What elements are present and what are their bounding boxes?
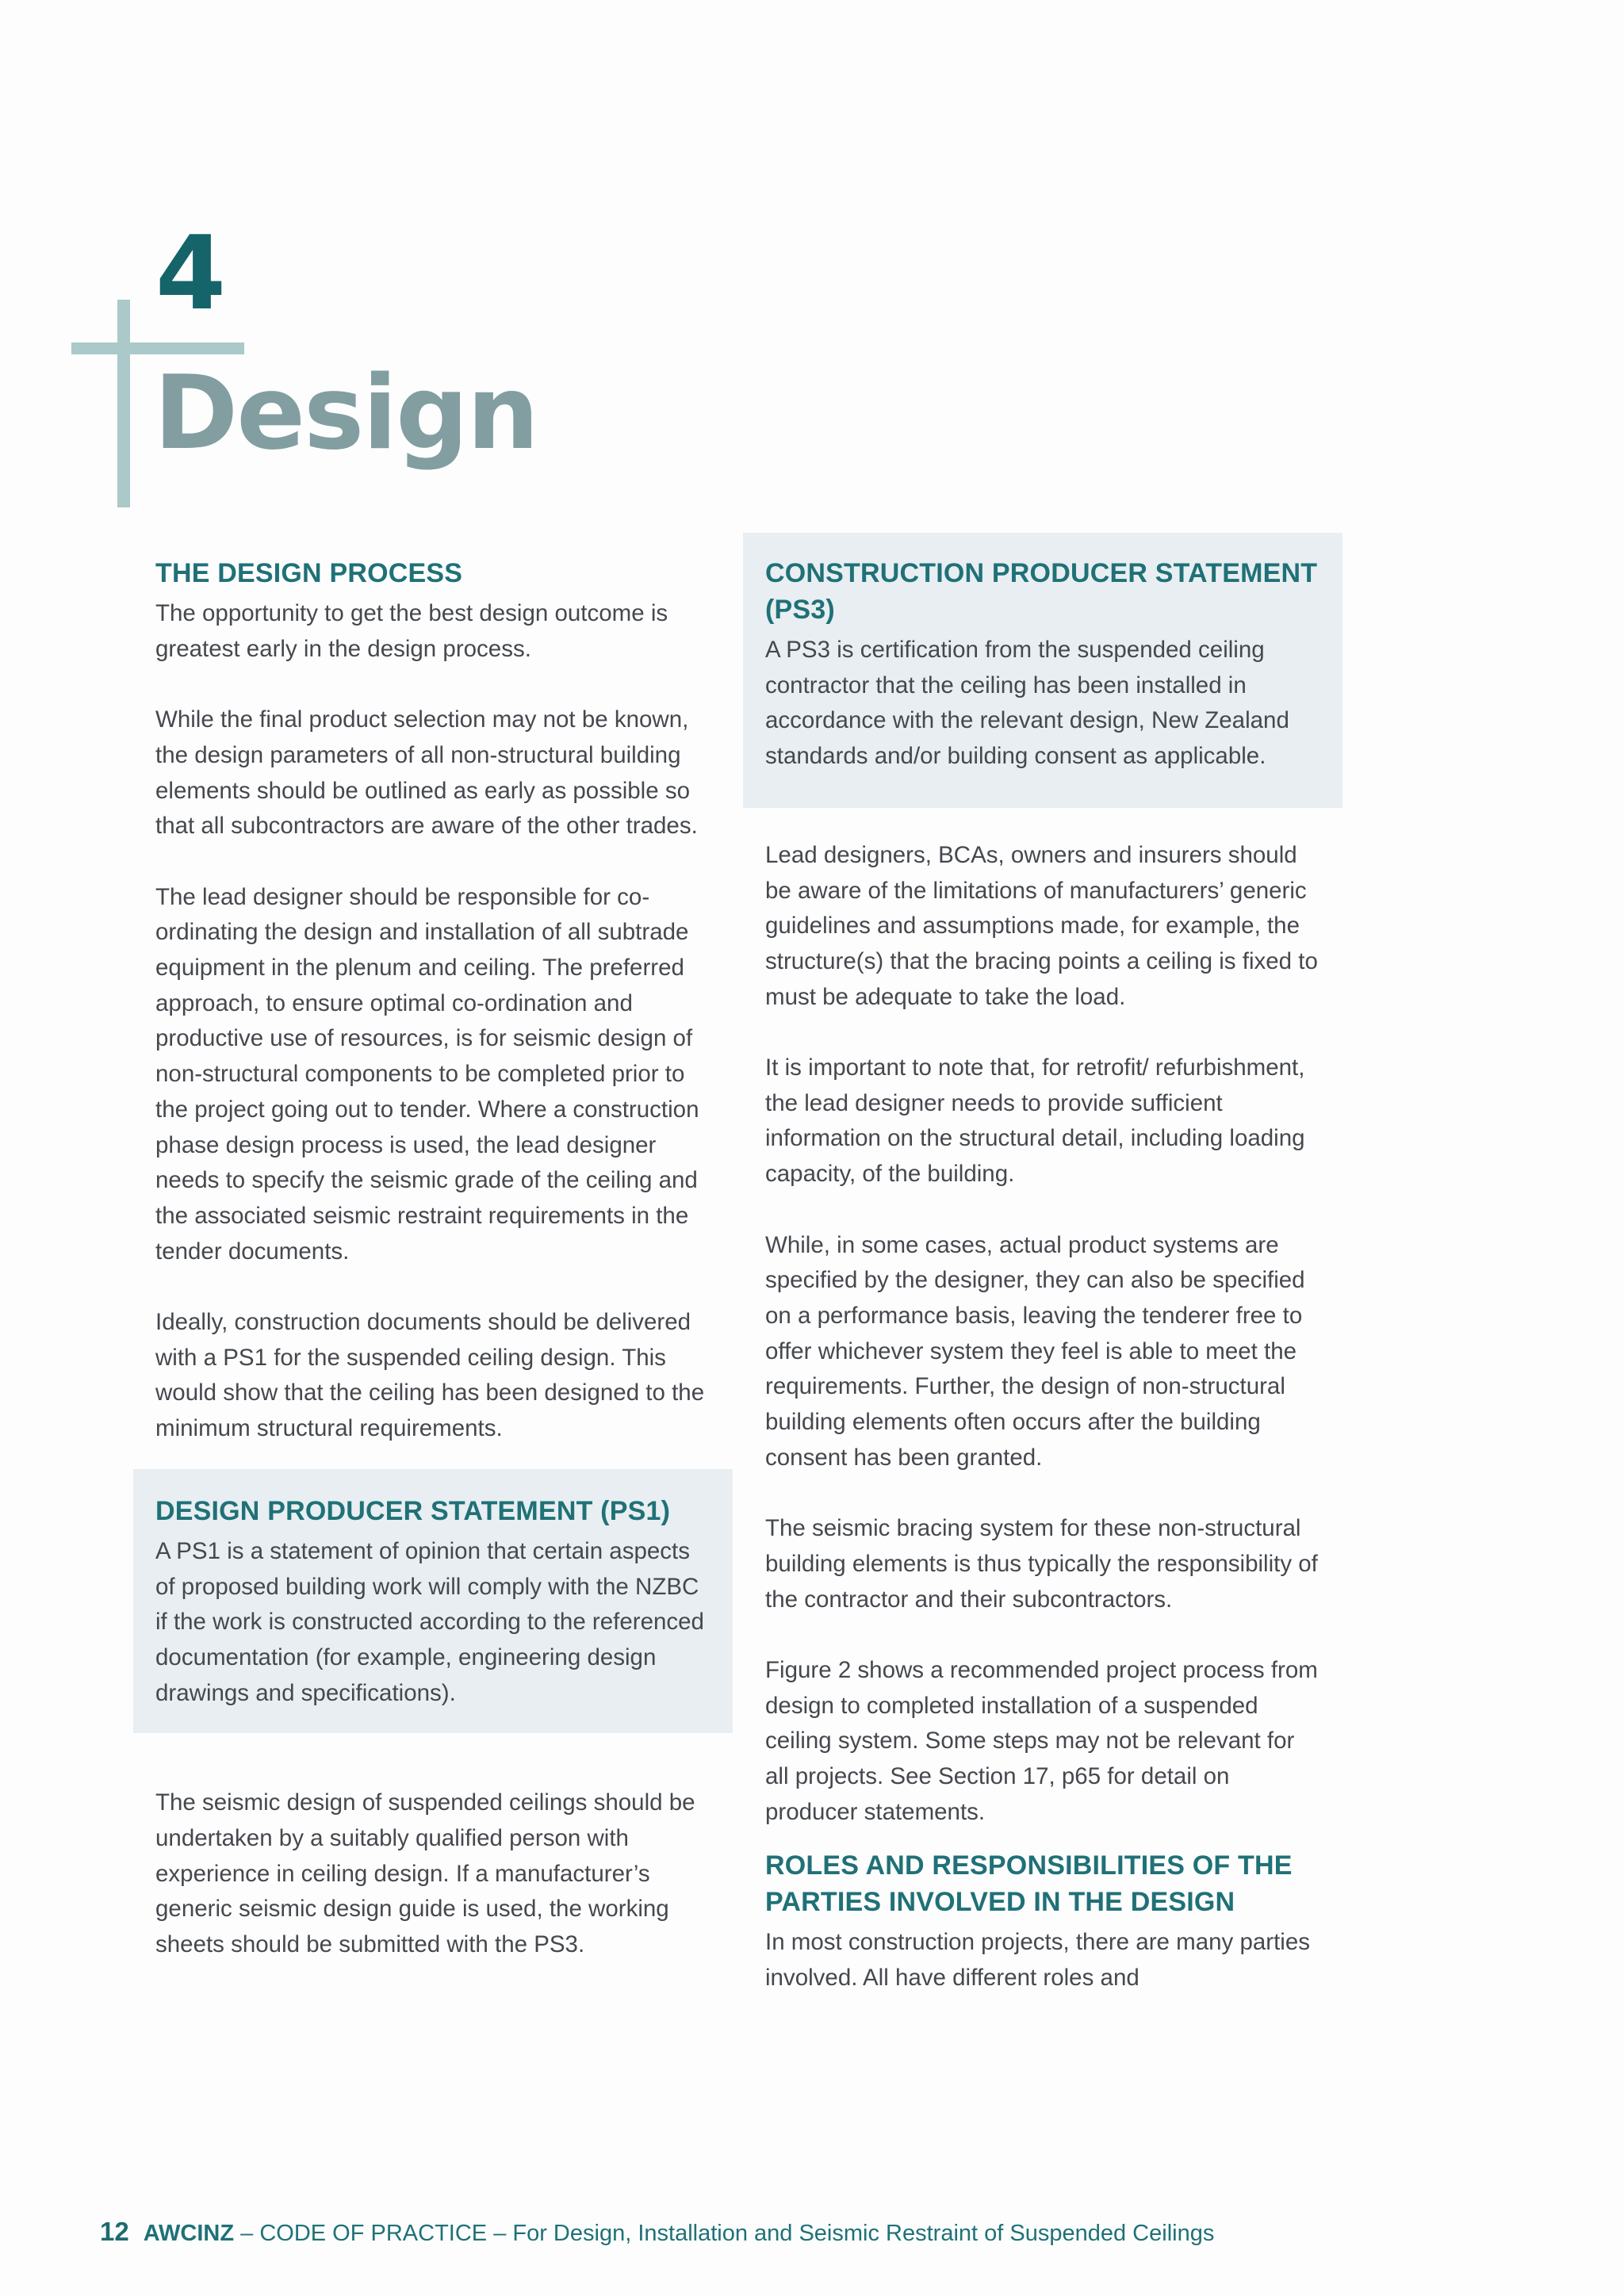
chapter-number: 4 [155, 215, 227, 333]
roles-heading: ROLES AND RESPONSIBILITIES OF THE PARTIES INVOLVED IN THE DESIGN [765, 1850, 1293, 1918]
right-paragraph-5: Figure 2 shows a recommended project process from design to completed installation of a suspended ceiling system. Some steps may not be relevant for all projects. See Section 17, p65 for detail on producer statements. [765, 1656, 1318, 1825]
ps1-callout-box [133, 1469, 733, 1734]
design-process-paragraph-2: While the final product selection may not be known, the design parameters of all non-structural building elements should be outlined as early as possible so that all subcontractors are aware of the other trades. [155, 706, 698, 840]
ps3-callout-box [743, 533, 1342, 808]
right-column [765, 555, 1320, 2032]
design-process-paragraph-3: The lead designer should be responsible for co-ordinating the design and installation of all subtrade equipment in the plenum and ceiling. The preferred approach, to ensure optimal co-ordination and productive use of resources, is for seismic design of non-structural components to be completed prior to the project going out to tender. Where a construction phase design process is used, the lead designer needs to specify the seismic grade of the ceiling and the associated seismic restraint requirements in the tender documents. [155, 883, 699, 1265]
ps3-heading: CONSTRUCTION PRODUCER STATEMENT (PS3) [765, 558, 1318, 625]
footer-text: – CODE OF PRACTICE – For Design, Installation and Seismic Restraint of Suspended Ceilings [234, 2221, 1215, 2246]
page-footer [100, 2217, 1214, 2247]
ps3-text: A PS3 is certification from the suspended ceiling contractor that the ceiling has been installed in accordance with the relevant design, New Zealand standards and/or building consent as applicable. [765, 637, 1289, 770]
page-number: 12 [100, 2217, 129, 2246]
design-process-paragraph-4: Ideally, construction documents should be delivered with a PS1 for the suspended ceiling design. This would show that the ceiling has been designed to the minimum structural requirements. [155, 1309, 705, 1442]
right-paragraph-1: Lead designers, BCAs, owners and insurers should be aware of the limitations of manufacturers’ generic guidelines and assumptions made, for example, the structure(s) that the bracing points a ceiling is fixed to must be adequate to take the load. [765, 841, 1318, 1010]
left-column [155, 555, 710, 1999]
chapter-title: Design [154, 354, 538, 473]
right-paragraph-4: The seismic bracing system for these non-structural building elements is thus typically the responsibility of the contractor and their subcontractors. [765, 1515, 1318, 1613]
design-process-paragraph-1: The opportunity to get the best design outcome is greatest early in the design process. [155, 600, 668, 662]
design-process-heading: THE DESIGN PROCESS [155, 558, 463, 588]
ps1-heading: DESIGN PRODUCER STATEMENT (PS1) [155, 1495, 671, 1526]
roles-text: In most construction projects, there are many parties involved. All have different roles and [765, 1929, 1310, 1992]
chapter-cross-vertical-bar [117, 300, 130, 507]
seismic-design-paragraph: The seismic design of suspended ceilings should be undertaken by a suitably qualified person with experience in ceiling design. If a manufacturer’s generic seismic design guide is used, the working sheets should be submitted with the PS3. [155, 1789, 695, 1958]
chapter-cross-horizontal-bar [71, 342, 244, 354]
ps1-text: A PS1 is a statement of opinion that certain aspects of proposed building work will comply with the NZBC if the work is constructed according to the referenced documentation (for example, engineering design drawings and specifications). [155, 1537, 704, 1706]
footer-brand: AWCINZ [143, 2221, 235, 2246]
right-paragraph-2: It is important to note that, for retrofit/ refurbishment, the lead designer needs to provide sufficient information on the structural detail, including loading capacity, of the building. [765, 1054, 1305, 1188]
right-paragraph-3: While, in some cases, actual product systems are specified by the designer, they can also be specified on a performance basis, leaving the tenderer free to offer whichever system they feel is able to meet the requirements. Further, the design of non-structural building elements often occurs after the building consent has been granted. [765, 1231, 1305, 1471]
